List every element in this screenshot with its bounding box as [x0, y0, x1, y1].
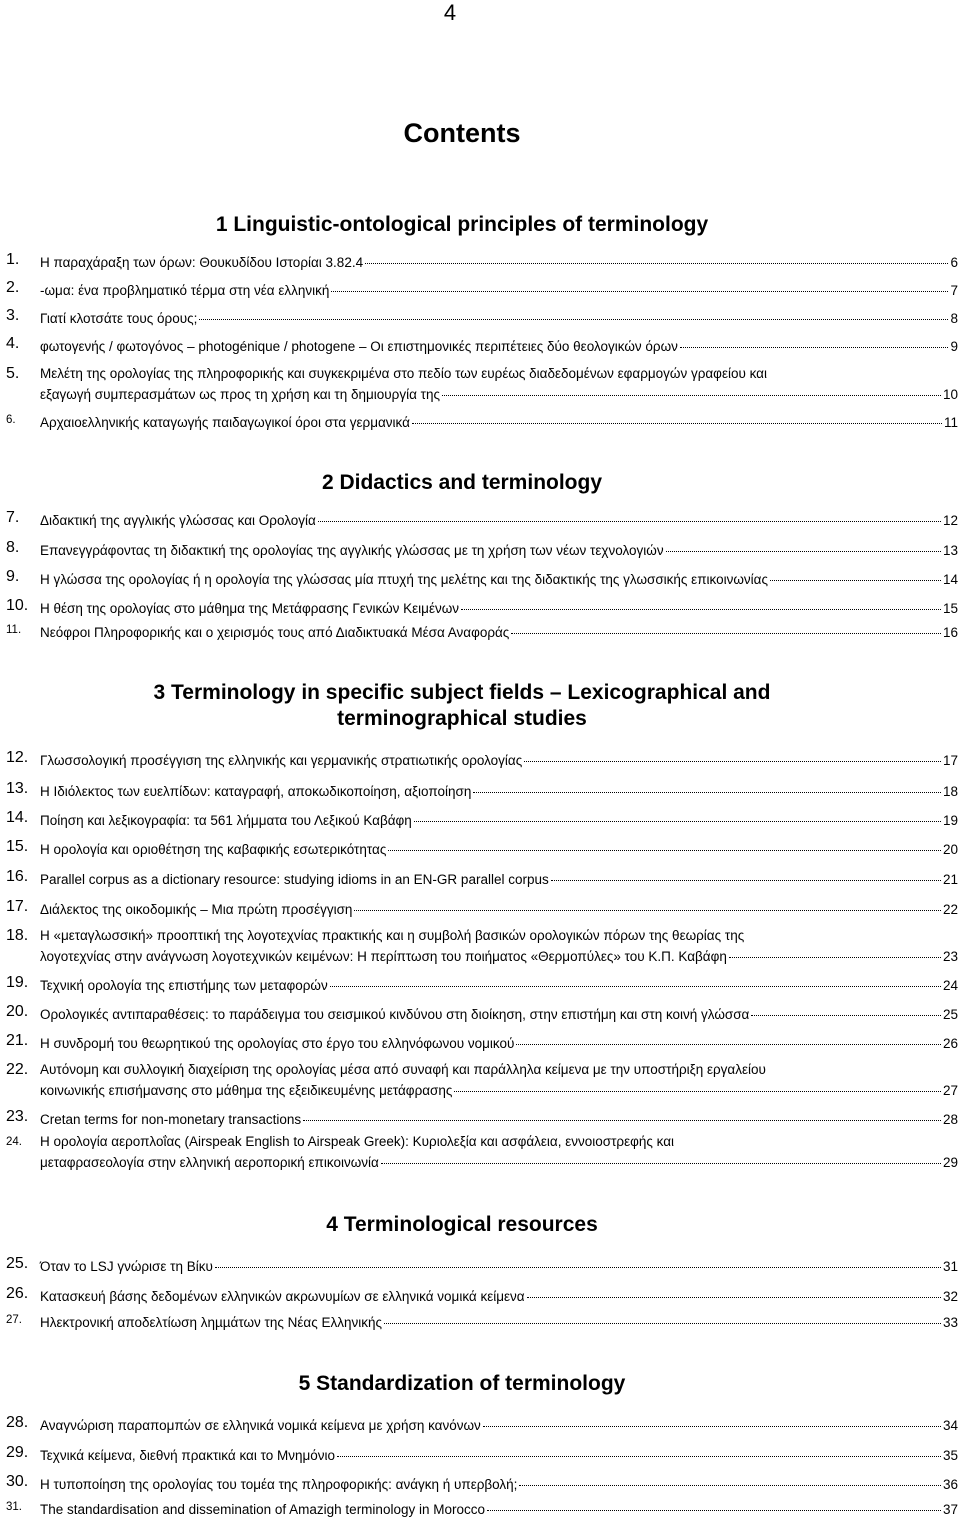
entry-title-line1: Μελέτη της ορολογίας της πληροφορικής και συγκεκριμένα στο πεδίο των ευρέως διαδεδομένων εφαρμογών γραφείου και [40, 366, 767, 381]
entry-number: 30. [6, 1473, 29, 1490]
entry-number: 14. [6, 809, 29, 826]
entry-row [40, 382, 958, 404]
entry-row [40, 1497, 958, 1519]
dot-leader [215, 1251, 941, 1268]
entry-number: 10. [6, 597, 29, 614]
dot-leader [751, 999, 941, 1016]
entry-title: Όταν το LSJ γνώρισε τη Βίκυ [40, 1259, 213, 1274]
entry-number: 29. [6, 1444, 29, 1461]
entry-page-number: 28 [942, 1112, 958, 1127]
entry-number: 19. [6, 974, 29, 991]
entry-page-number: 7 [950, 283, 958, 298]
entry-page-number: 12 [942, 513, 958, 528]
section-5-heading: 5 Standardization of terminology [298, 1372, 626, 1395]
entry-title: Επανεγγράφοντας τη διδακτική της ορολογίας της αγγλικής γλώσσας με τη χρήση των νέων τεχνολογιών [40, 543, 664, 558]
entry-page-number: 9 [950, 339, 958, 354]
entry-page-number: 27 [942, 1083, 958, 1098]
entry-number: 20. [6, 1003, 29, 1020]
entry-title: Parallel corpus as a dictionary resource: studying idioms in an EN-GR parallel corpus [40, 872, 549, 887]
dot-leader [331, 275, 948, 292]
entry-number: 21. [6, 1032, 29, 1049]
entry-number: 8. [6, 539, 20, 556]
dot-leader [729, 941, 941, 958]
entry-title: Διάλεκτος της οικοδομικής – Μια πρώτη προσέγγιση [40, 902, 353, 917]
entry-page-number: 33 [942, 1315, 958, 1330]
entry-number: 9. [6, 568, 20, 585]
entry-page-number: 10 [942, 387, 958, 402]
entry-page-number: 31 [942, 1259, 958, 1274]
entry-page-number: 22 [942, 902, 958, 917]
entry-title: Κατασκευή βάσης δεδομένων ελληνικών ακρωνυμίων σε ελληνικά νομικά κείμενα [40, 1289, 525, 1304]
entry-row [40, 973, 958, 995]
entry-page-number: 24 [942, 978, 958, 993]
entry-title: Η Ιδιόλεκτος των ευελπίδων: καταγραφή, αποκωδικοποίηση, αξιοποίηση [40, 784, 472, 799]
dot-leader [381, 1147, 941, 1164]
entry-title: φωτογενής / φωτογόνος – photogénique / photogene – Οι επιστημονικές περιπέτειες δύο θεολογικών όρων [40, 339, 678, 354]
section-4-heading: 4 Terminological resources [326, 1213, 598, 1236]
entry-page-number: 32 [942, 1289, 958, 1304]
dot-leader [303, 1104, 941, 1121]
dot-leader [384, 1307, 941, 1324]
entry-row [40, 538, 958, 560]
dot-leader [365, 247, 948, 264]
entry-number: 11. [6, 624, 22, 636]
entry-title: Ποίηση και λεξικογραφία: τα 561 λήμματα του Λεξικού Καβάφη [40, 813, 412, 828]
entry-title-line1: Η «μεταγλωσσική» προοπτική της λογοτεχνίας πρακτικής και η συμβολή βασικών ορολογικών πόρων της θεωρίας της [40, 928, 745, 943]
dot-leader [519, 1469, 941, 1486]
entry-row [40, 620, 958, 642]
dot-leader [454, 1075, 941, 1092]
entry-title: Αναγνώριση παραπομπών σε ελληνικά νομικά κείμενα με χρήση κανόνων [40, 1418, 481, 1433]
dot-leader [337, 1440, 941, 1457]
entry-number: 2. [6, 279, 20, 296]
entry-number: 12. [6, 749, 29, 766]
entry-row [40, 1150, 958, 1172]
entry-row [40, 278, 958, 300]
entry-row [40, 808, 958, 830]
entry-row [40, 1254, 958, 1276]
entry-page-number: 29 [942, 1155, 958, 1170]
entry-page-number: 14 [942, 572, 958, 587]
entry-page-number: 15 [942, 601, 958, 616]
section-3-heading-line2: terminographical studies [337, 707, 587, 730]
dot-leader [461, 593, 941, 610]
entry-title: Η γλώσσα της ορολογίας ή η ορολογία της γλώσσας μία πτυχή της μελέτης και της διδακτικής της γλωσσικής επικοινωνίας [40, 572, 768, 587]
entry-row [40, 748, 958, 770]
entry-number: 6. [6, 414, 16, 426]
section-2-heading: 2 Didactics and terminology [321, 471, 603, 494]
dot-leader [516, 1028, 941, 1045]
entry-title-line1: Η ορολογία αεροπλοΐας (Airspeak English to Airspeak Greek): Κυριολεξία και ασφάλεια, εννοιοστρεφής και [40, 1134, 675, 1149]
entry-title: Η συνδρομή του θεωρητικού της ορολογίας στο έργο του ελληνόφωνου νομικού [40, 1036, 515, 1051]
entry-title: Τεχνική ορολογία της επιστήμης των μεταφορών [40, 978, 328, 993]
entry-row [40, 779, 958, 801]
page-number: 4 [443, 0, 457, 25]
entry-row [40, 1107, 958, 1129]
entry-number: 24. [6, 1136, 22, 1148]
dot-leader [680, 331, 949, 348]
entry-number: 26. [6, 1285, 29, 1302]
entry-row [40, 1413, 958, 1435]
entry-title: Διδακτική της αγγλικής γλώσσας και Ορολογία [40, 513, 316, 528]
entry-number: 27. [6, 1314, 22, 1326]
entry-number: 23. [6, 1108, 29, 1125]
entry-row [40, 1310, 958, 1332]
entry-page-number: 13 [942, 543, 958, 558]
dot-leader [388, 834, 941, 851]
dot-leader [666, 535, 941, 552]
contents-title: Contents [403, 118, 521, 148]
entry-number: 17. [6, 898, 29, 915]
dot-leader [551, 864, 941, 881]
entry-title: Νεόφροι Πληροφορικής και ο χειρισμός τους από Διαδικτυακά Μέσα Αναφοράς [40, 625, 510, 640]
entry-page-number: 16 [942, 625, 958, 640]
dot-leader [414, 805, 941, 822]
entry-page-number: 36 [942, 1477, 958, 1492]
entry-number: 15. [6, 838, 29, 855]
entry-page-number: 6 [950, 255, 958, 270]
dot-leader [483, 1410, 941, 1427]
entry-number: 7. [6, 509, 20, 526]
entry-number: 4. [6, 335, 20, 352]
entry-title: Γιατί κλοτσάτε τους όρους; [40, 311, 198, 326]
dot-leader [770, 564, 941, 581]
entry-title: Αρχαιοελληνικής καταγωγής παιδαγωγικοί όροι στα γερμανικά [40, 415, 410, 430]
entry-title: Τεχνικά κείμενα, διεθνή πρακτικά και το Μνημόνιο [40, 1448, 336, 1463]
dot-leader [511, 617, 941, 634]
dot-leader [412, 407, 942, 424]
section-3-heading-line1: 3 Terminology in specific subject fields – Lexicographical and [153, 681, 771, 704]
entry-number: 5. [6, 365, 20, 382]
entry-page-number: 20 [942, 842, 958, 857]
entry-title: Γλωσσολογική προσέγγιση της ελληνικής και γερμανικής στρατιωτικής ορολογίας [40, 753, 523, 768]
entry-title: κοινωνικής επισήμανσης στο μάθημα της εξειδικευμένης μετάφρασης [40, 1083, 453, 1098]
entry-page-number: 8 [950, 311, 958, 326]
entry-number: 1. [6, 251, 20, 268]
entry-page-number: 37 [942, 1502, 958, 1517]
entry-page-number: 35 [942, 1448, 958, 1463]
entry-row [40, 944, 958, 966]
entry-page-number: 18 [942, 784, 958, 799]
entry-title: Cretan terms for non-monetary transactions [40, 1112, 302, 1127]
entry-number: 18. [6, 927, 29, 944]
entry-row [40, 1078, 958, 1100]
entry-title: λογοτεχνίας στην ανάγνωση λογοτεχνικών κειμένων: Η περίπτωση του ποιήματος «Θερμοπύλες» του Κ.Π. Καβάφη [40, 949, 727, 964]
dot-leader [473, 776, 941, 793]
entry-row [40, 1002, 958, 1024]
entry-row [40, 596, 958, 618]
entry-page-number: 21 [942, 872, 958, 887]
entry-title: Η τυποποίηση της ορολογίας του τομέα της πληροφορικής: ανάγκη ή υπερβολή; [40, 1477, 518, 1492]
dot-leader [354, 894, 941, 911]
entry-number: 13. [6, 780, 29, 797]
entry-title: εξαγωγή συμπερασμάτων ως προς τη χρήση και τη δημιουργία της [40, 387, 440, 402]
entry-page-number: 19 [942, 813, 958, 828]
dot-leader [524, 745, 941, 762]
dot-leader [199, 303, 948, 320]
dot-leader [527, 1281, 941, 1298]
entry-number: 31. [6, 1501, 22, 1513]
entry-row [40, 508, 958, 530]
entry-row [40, 837, 958, 859]
entry-page-number: 11 [943, 415, 958, 430]
section-1-heading: 1 Linguistic-ontological principles of terminology [215, 213, 709, 236]
entry-title: Η θέση της ορολογίας στο μάθημα της Μετάφρασης Γενικών Κειμένων [40, 601, 460, 616]
entry-page-number: 25 [942, 1007, 958, 1022]
entry-row [40, 1443, 958, 1465]
dot-leader [330, 970, 941, 987]
entry-title: Ηλεκτρονική αποδελτίωση ληµµάτων της Νέας Ελληνικής [40, 1315, 382, 1330]
entry-row [40, 1031, 958, 1053]
entry-number: 25. [6, 1255, 29, 1272]
entry-row [40, 897, 958, 919]
entry-row [40, 334, 958, 356]
entry-row [40, 1284, 958, 1306]
entry-number: 3. [6, 307, 20, 324]
dot-leader [442, 379, 941, 396]
entry-number: 16. [6, 868, 29, 885]
entry-row [40, 1472, 958, 1494]
dot-leader [487, 1494, 941, 1511]
entry-page-number: 17 [942, 753, 958, 768]
entry-row [40, 306, 958, 328]
entry-title: μεταφρασεολογία στην ελληνική αεροπορική επικοινωνία [40, 1155, 379, 1170]
entry-row [40, 867, 958, 889]
entry-number: 28. [6, 1414, 29, 1431]
entry-page-number: 34 [942, 1418, 958, 1433]
entry-row [40, 567, 958, 589]
entry-title: Ορολογικές αντιπαραθέσεις: το παράδειγμα του σεισμικού κινδύνου στη διοίκηση, στην επιστήμη και στη κοινή γλώσσα [40, 1007, 750, 1022]
entry-title: Η παραχάραξη των όρων: Θουκυδίδου Ιστορίαι 3.82.4 [40, 255, 364, 270]
entry-row [40, 410, 958, 432]
dot-leader [318, 505, 941, 522]
entry-page-number: 23 [942, 949, 958, 964]
entry-number: 22. [6, 1061, 29, 1078]
entry-title: Η ορολογία και οριοθέτηση της καβαφικής εσωτερικότητας [40, 842, 387, 857]
entry-title: The standardisation and dissemination of Amazigh terminology in Morocco [40, 1502, 485, 1517]
entry-title-line1: Αυτόνομη και συλλογική διαχείριση της ορολογίας μέσα από συναφή και παράλληλα κείμενα με την υποστήριξη εργαλείου [40, 1062, 766, 1077]
entry-page-number: 26 [942, 1036, 958, 1051]
entry-row [40, 250, 958, 272]
entry-title: -ωμα: ένα προβληματικό τέρμα στη νέα ελληνική [40, 283, 330, 298]
